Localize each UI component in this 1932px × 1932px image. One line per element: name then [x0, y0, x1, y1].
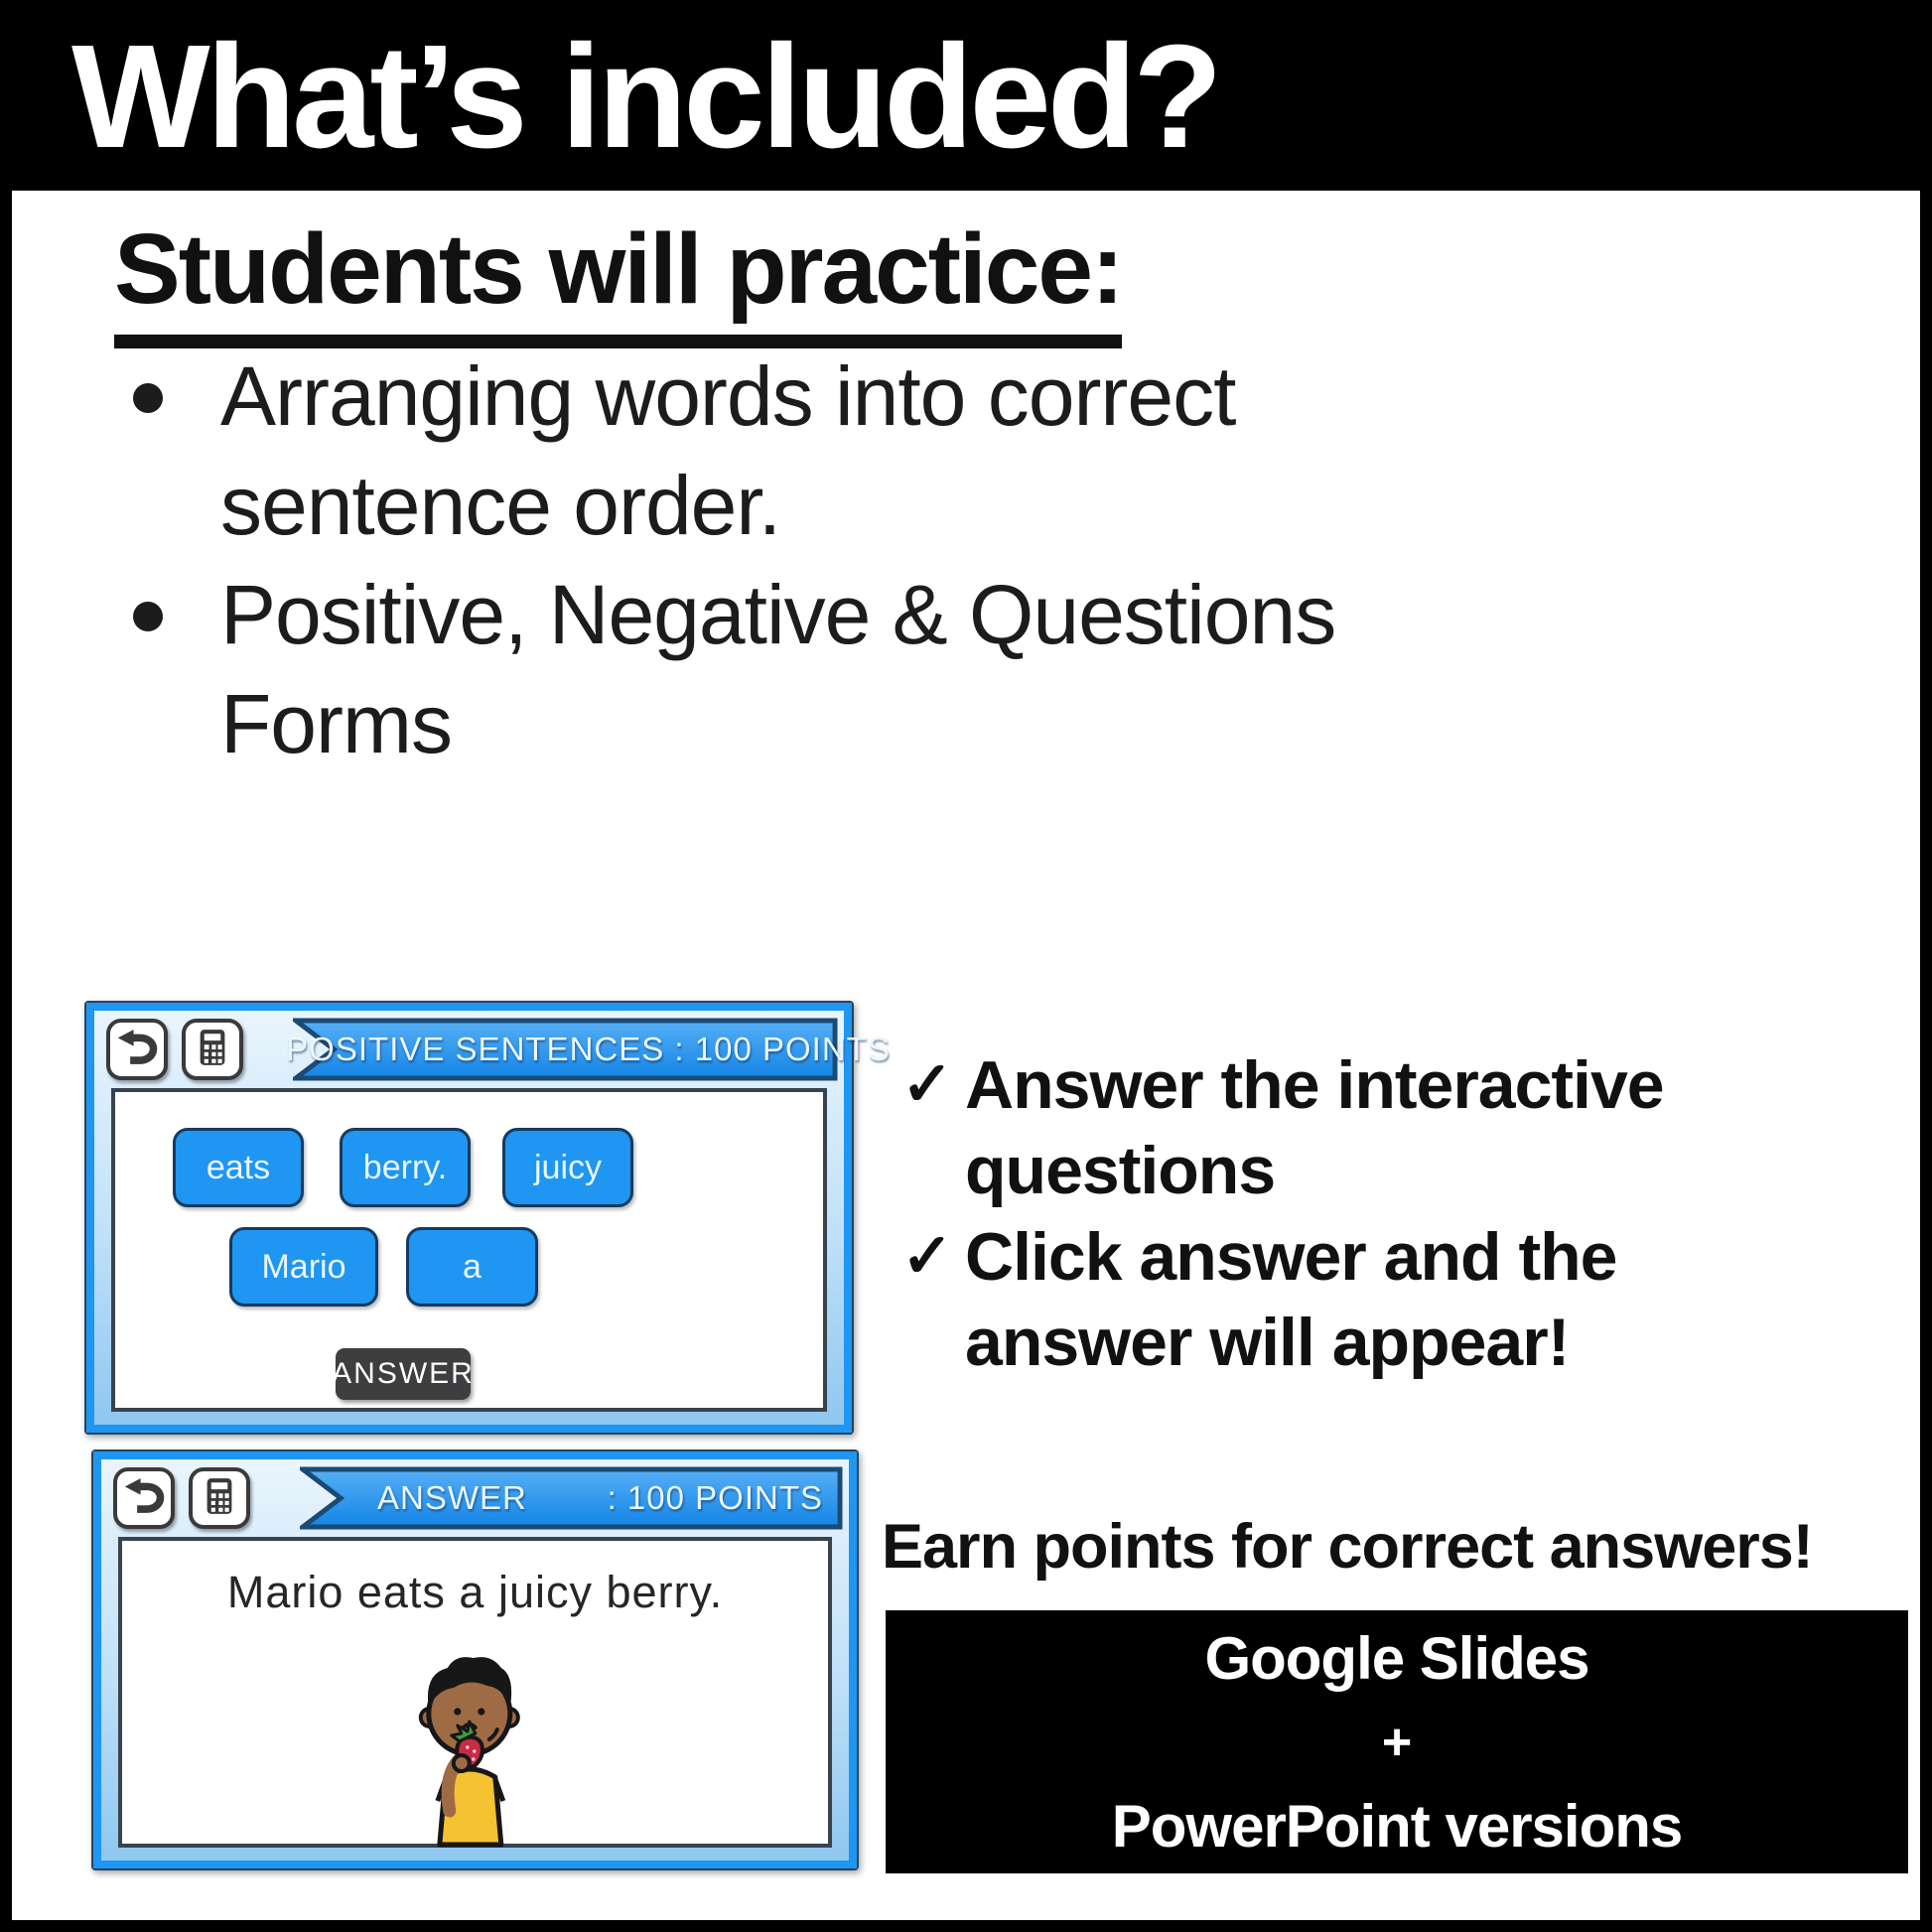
slide-frame: [86, 1003, 891, 1433]
game-slide-question: [84, 1001, 891, 1435]
boy-eating-berry-illustration: [407, 1644, 530, 1853]
back-arrow-icon: [122, 1474, 166, 1523]
answer-banner: [300, 1466, 843, 1530]
slide-body: [111, 1088, 827, 1412]
slide-body: [118, 1537, 832, 1848]
versions-line2: PowerPoint versions: [1111, 1792, 1683, 1860]
banner-text: POSITIVE SENTENCES : 100 POINTS: [286, 1031, 891, 1067]
slide-header: [94, 1011, 891, 1088]
word-tile[interactable]: Mario: [229, 1227, 378, 1307]
practice-heading: Students will practice:: [114, 212, 1122, 348]
category-banner: [286, 1018, 891, 1081]
word-tile[interactable]: eats: [173, 1128, 304, 1207]
checklist-item: [901, 1042, 1795, 1214]
back-button[interactable]: [106, 1019, 168, 1080]
versions-line1: Google Slides: [1204, 1624, 1589, 1692]
plus-sign: +: [1381, 1713, 1413, 1771]
content-area: [12, 191, 1920, 1920]
banner-text: [300, 1466, 843, 1530]
calculator-icon: [191, 1026, 234, 1074]
slide-header: [101, 1459, 849, 1537]
check-icon: ✓: [901, 1050, 952, 1119]
slide-frame: [93, 1451, 857, 1868]
banner-points: : 100 POINTS: [607, 1479, 823, 1516]
word-tile[interactable]: a: [406, 1227, 538, 1307]
checklist-text: Click answer and the answer will appear!: [965, 1218, 1617, 1381]
calculator-icon: [198, 1474, 241, 1523]
checklist-item: [901, 1214, 1795, 1386]
calculator-button[interactable]: [182, 1019, 243, 1080]
earn-points-text: Earn points for correct answers!: [882, 1512, 1813, 1582]
answer-sentence: Mario eats a juicy berry.: [226, 1567, 724, 1617]
banner-label: ANSWER: [377, 1479, 527, 1516]
top-black-bar: [0, 0, 1932, 191]
back-arrow-icon: [115, 1026, 159, 1074]
checklist-text: Answer the interactive questions: [965, 1047, 1664, 1209]
word-tile[interactable]: berry.: [340, 1128, 471, 1207]
page-title: What’s included?: [71, 15, 1219, 179]
game-slide-answer: [91, 1449, 859, 1870]
answer-button[interactable]: ANSWER: [336, 1348, 471, 1400]
practice-bullet-list: [121, 342, 1571, 778]
calculator-button[interactable]: [189, 1467, 250, 1529]
feature-checklist: [901, 1042, 1795, 1385]
bullet-item: Positive, Negative & Questions Forms: [121, 560, 1571, 778]
check-icon: ✓: [901, 1221, 952, 1291]
word-tile[interactable]: juicy: [502, 1128, 633, 1207]
versions-box: [886, 1610, 1908, 1873]
bullet-item: Arranging words into correct sentence order.: [121, 342, 1571, 560]
back-button[interactable]: [113, 1467, 175, 1529]
